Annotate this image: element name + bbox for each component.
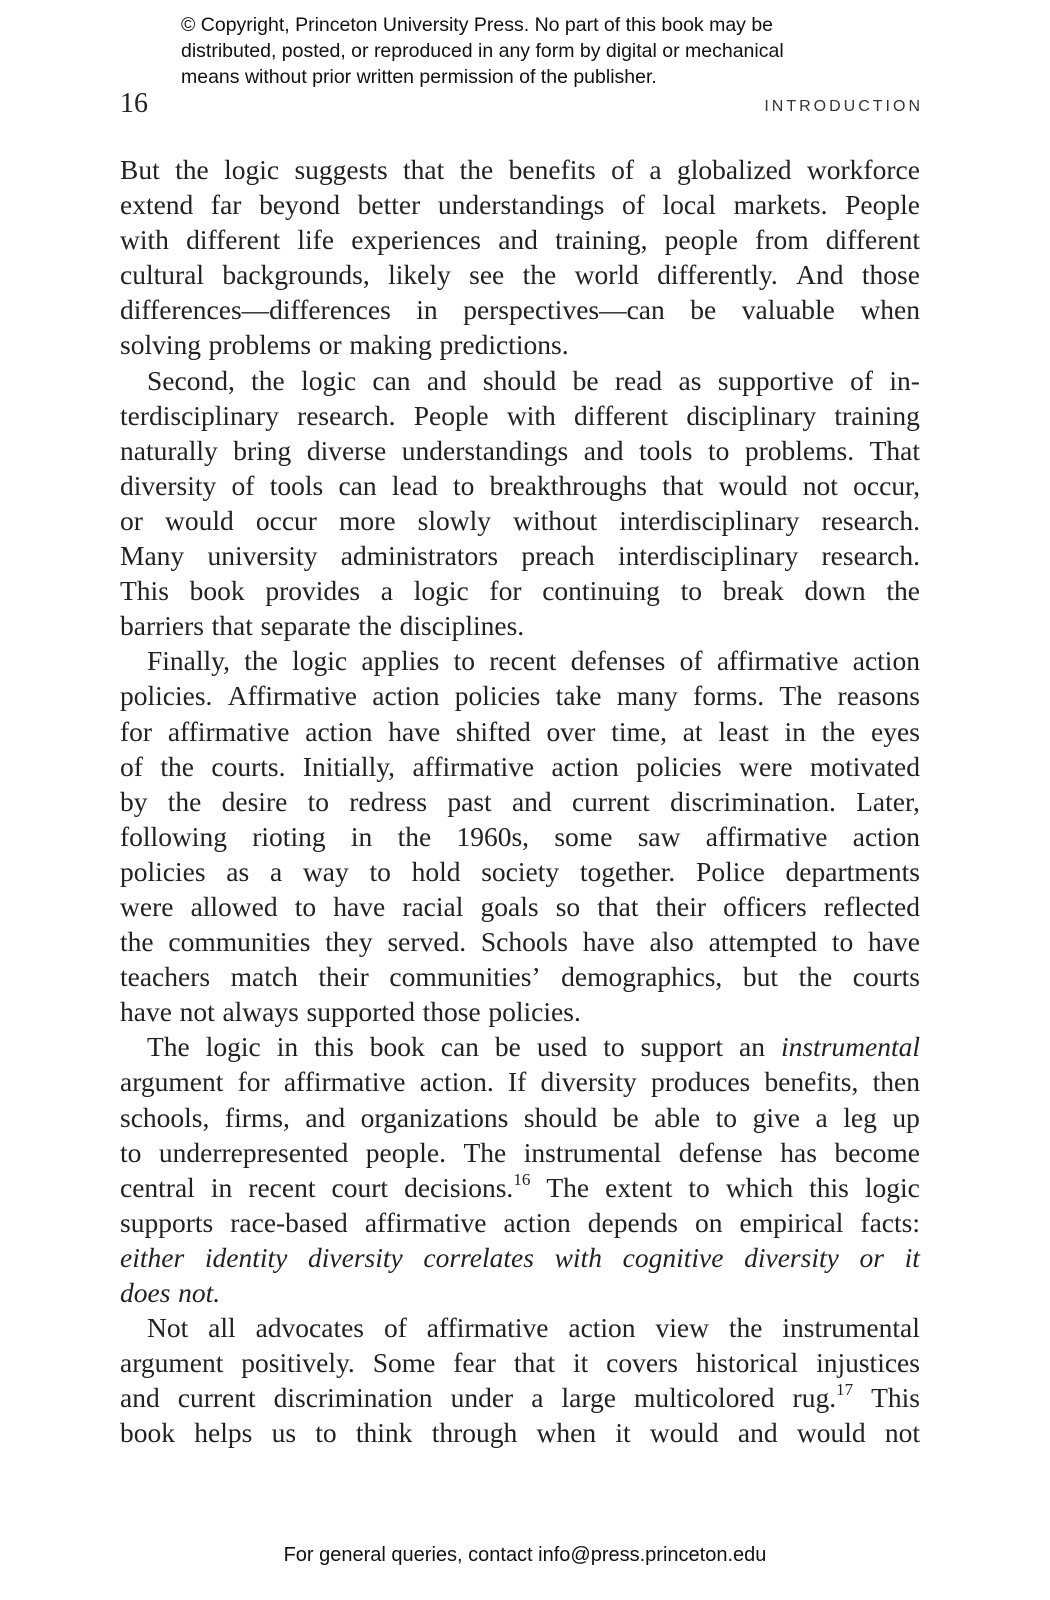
running-head: INTRODUCTION	[764, 98, 923, 115]
text-line: have not always supported those policies.	[120, 996, 581, 1028]
text-line: policies as a way to hold society together. Police departments	[120, 855, 920, 887]
text-line: or would occur more slowly without interdisciplinary research.	[120, 504, 920, 536]
text-line: differences—differences in perspectives—can be valuable when	[120, 294, 920, 326]
text-line: for affirmative action have shifted over time, at least in the eyes	[120, 715, 920, 747]
copyright-line: © Copyright, Princeton University Press. No part of this book may be	[181, 14, 774, 36]
text-line: cultural backgrounds, likely see the world differently. And those	[120, 259, 920, 291]
text-line: either identity diversity correlates with cognitive diversity or it	[120, 1241, 920, 1273]
text-line: barriers that separate the disciplines.	[120, 610, 525, 642]
text-line: Finally, the logic applies to recent defenses of affirmative action	[147, 645, 920, 677]
copyright-notice	[181, 12, 921, 90]
text-line: Not all advocates of affirmative action view the instrumental	[147, 1312, 920, 1344]
text-line: the communities they served. Schools have also attempted to have	[120, 926, 920, 958]
text-line: book helps us to think through when it would and would not	[120, 1417, 920, 1449]
copyright-line: means without prior written permission of the publisher.	[181, 66, 657, 88]
text-line: schools, firms, and organizations should be able to give a leg up	[120, 1101, 920, 1133]
text-line: teachers match their communities’ demographics, but the courts	[120, 961, 920, 993]
text-line: argument for affirmative action. If diversity produces benefits, then	[120, 1066, 920, 1098]
body-text	[120, 152, 920, 1450]
text-line: by the desire to redress past and current discrimination. Later,	[120, 785, 920, 817]
text-line: extend far beyond better understandings of local markets. People	[120, 189, 920, 221]
text-line: naturally bring diverse understandings and tools to problems. That	[120, 434, 920, 466]
text-line: diversity of tools can lead to breakthroughs that would not occur,	[120, 469, 920, 501]
text-line: solving problems or making predictions.	[120, 329, 569, 361]
text-line: supports race-based affirmative action depends on empirical facts:	[120, 1206, 920, 1238]
footer-contact: For general queries, contact info@press.princeton.edu	[283, 1544, 767, 1566]
text-line: Many university administrators preach interdisciplinary research.	[120, 540, 920, 572]
text-line: with different life experiences and training, people from different	[120, 224, 920, 256]
text-line: Second, the logic can and should be read as supportive of in-	[147, 364, 920, 396]
text-line: This book provides a logic for continuing to break down the	[120, 575, 920, 607]
page-number: 16	[120, 88, 148, 119]
footnote-marker: 17	[836, 1380, 854, 1400]
text-line: terdisciplinary research. People with different disciplinary training	[120, 399, 920, 431]
text-line: central in recent court decisions.$^{16}$ The extent to which this logic	[120, 1169, 920, 1203]
footnote-marker: 16	[513, 1169, 531, 1189]
text-line: to underrepresented people. The instrumental defense has become	[120, 1136, 920, 1168]
text-line: were allowed to have racial goals so that their officers reflected	[120, 890, 920, 922]
text-line: of the courts. Initially, affirmative action policies were motivated	[120, 750, 920, 782]
text-line: and current discrimination under a large multicolored rug.$^{17}$ This	[120, 1380, 920, 1414]
text-line: The logic in this book can be used to support an instrumental	[147, 1031, 920, 1063]
text-line: policies. Affirmative action policies take many forms. The reasons	[120, 680, 920, 712]
copyright-line: distributed, posted, or reproduced in any form by digital or mechanical	[181, 40, 784, 62]
text-line: following rioting in the 1960s, some saw affirmative action	[120, 820, 920, 852]
text-line: argument positively. Some fear that it covers historical injustices	[120, 1347, 920, 1379]
text-line: does not.	[120, 1277, 221, 1308]
text-line: But the logic suggests that the benefits of a globalized workforce	[120, 154, 920, 185]
